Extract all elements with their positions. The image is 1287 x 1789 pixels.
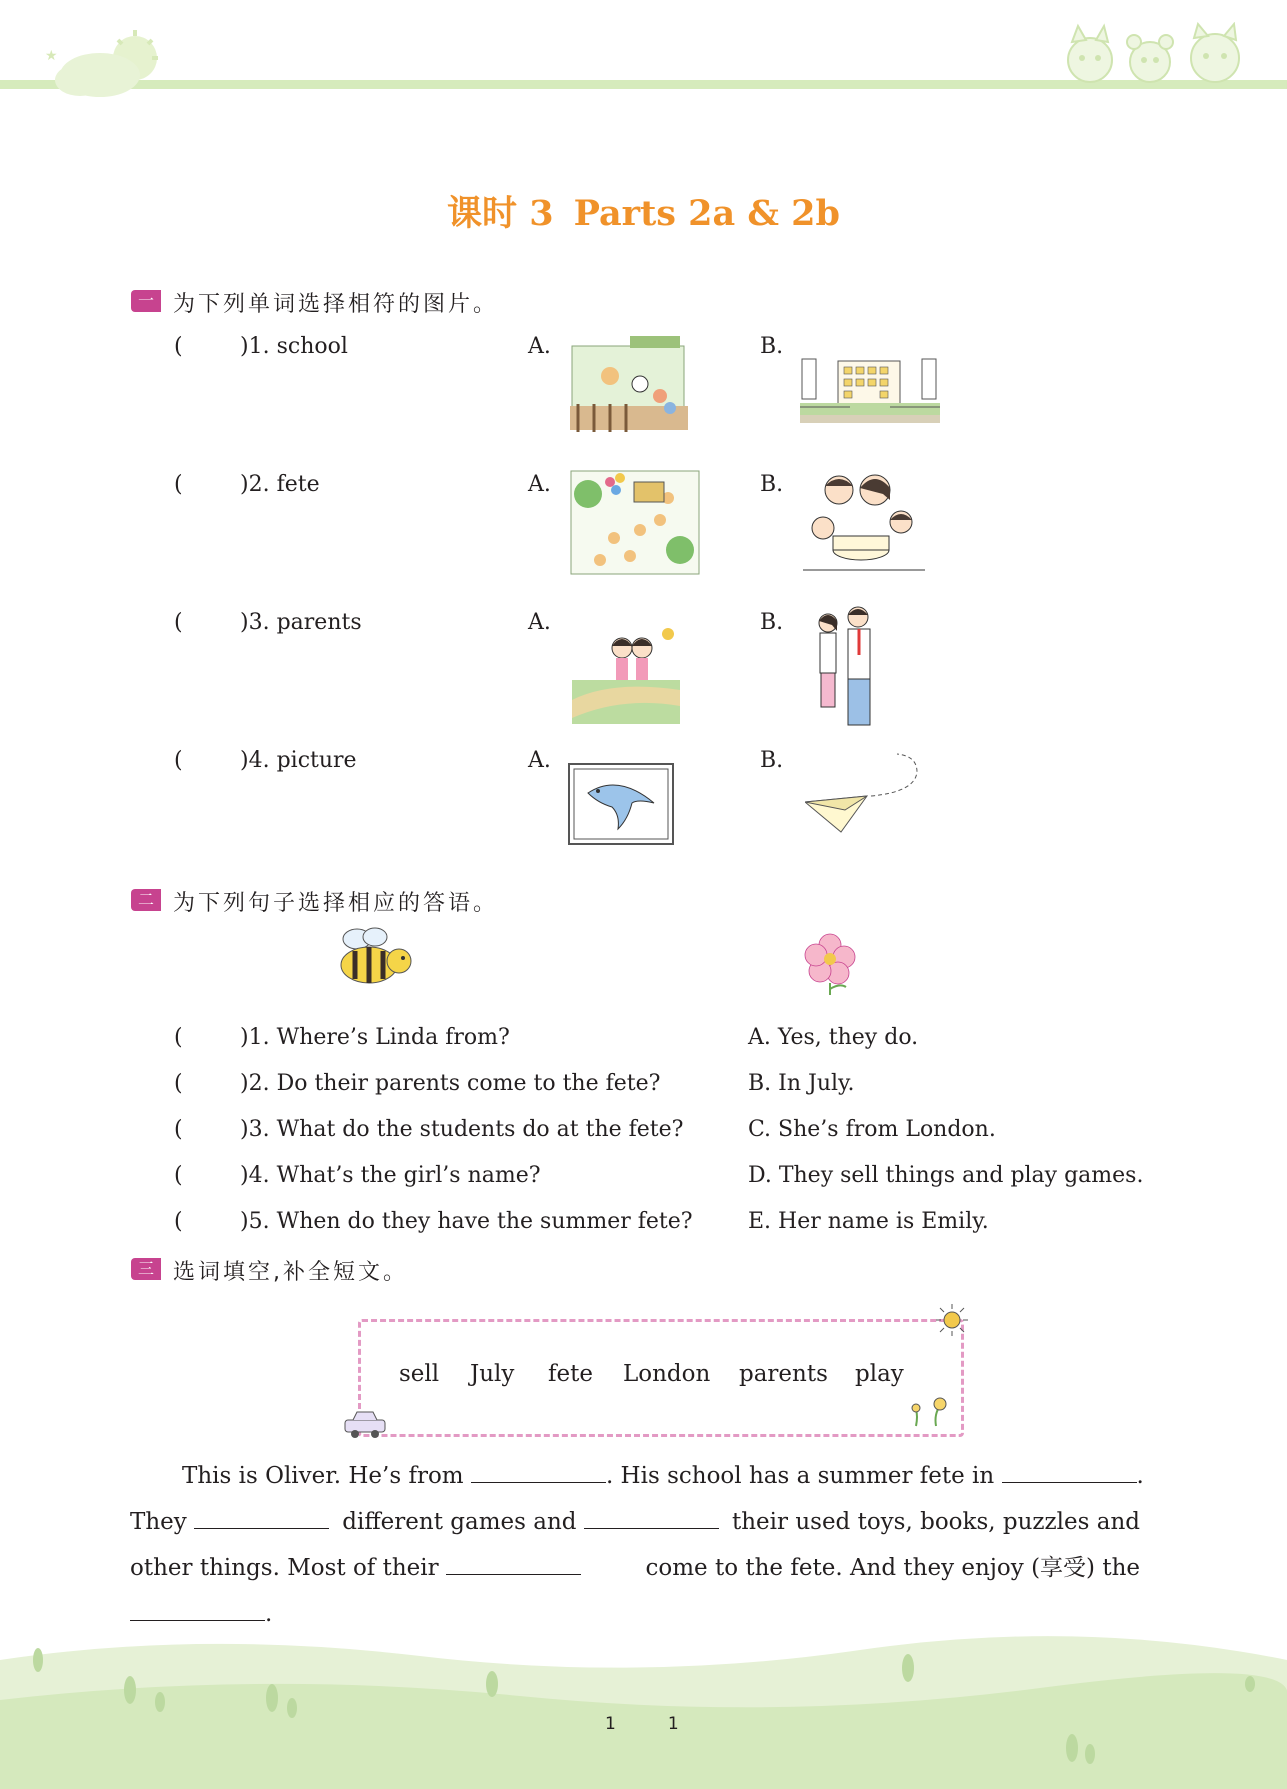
section-3-instruction: 选词填空,补全短文。 xyxy=(173,1260,408,1285)
passage-line-3: other things. Most of their come to the fete. And they enjoy (享受) the xyxy=(130,1545,1140,1591)
blank-1[interactable] xyxy=(471,1460,606,1483)
answer-bracket[interactable]: ( xyxy=(174,748,183,773)
school-picture[interactable] xyxy=(800,355,940,425)
section-1-badge: 一 xyxy=(131,290,161,312)
two-girls-picture[interactable] xyxy=(572,620,680,724)
flower-icon xyxy=(800,933,862,995)
fete-picture[interactable] xyxy=(570,470,700,575)
lesson-label: 课时 3 xyxy=(447,193,554,234)
zoo-picture[interactable] xyxy=(570,336,688,434)
blank-5[interactable] xyxy=(446,1552,581,1575)
question-2-word: )2. fete xyxy=(240,472,320,497)
option-a-label: A. xyxy=(528,610,551,635)
blank-4[interactable] xyxy=(584,1506,719,1529)
option-a-label: A. xyxy=(528,472,551,497)
word-play: play xyxy=(855,1361,904,1387)
svg-text:★: ★ xyxy=(45,48,58,64)
answer-bracket[interactable]: ( xyxy=(174,1071,183,1096)
flowers-icon xyxy=(908,1396,952,1430)
answer-d: D. They sell things and play games. xyxy=(748,1163,1144,1188)
sun-icon xyxy=(935,1303,969,1337)
option-b-label: B. xyxy=(760,472,784,497)
footer-hills-decoration xyxy=(0,1620,1287,1789)
question-4-word: )4. picture xyxy=(240,748,357,773)
blank-3[interactable] xyxy=(194,1506,329,1529)
question-3-word: )3. parents xyxy=(240,610,362,635)
page-title xyxy=(0,186,1287,236)
sun-cloud-decoration xyxy=(40,30,160,100)
parents-picture[interactable] xyxy=(810,605,892,735)
word-fete: fete xyxy=(548,1361,593,1387)
answer-bracket[interactable]: ( xyxy=(174,610,183,635)
car-icon xyxy=(343,1410,389,1440)
answer-c: C. She’s from London. xyxy=(748,1117,996,1142)
animal-faces-decoration xyxy=(1060,22,1250,84)
word-london: London xyxy=(623,1361,711,1387)
paper-plane-picture[interactable] xyxy=(805,752,925,838)
question-4: )4. What’s the girl’s name? xyxy=(240,1163,541,1188)
page-number: 11 xyxy=(605,1714,731,1734)
option-b-label: B. xyxy=(760,610,784,635)
question-2: )2. Do their parents come to the fete? xyxy=(240,1071,661,1096)
answer-bracket[interactable]: ( xyxy=(174,334,183,359)
bee-icon xyxy=(335,927,417,989)
word-sell: sell xyxy=(399,1361,440,1387)
answer-bracket[interactable]: ( xyxy=(174,1209,183,1234)
word-july: July xyxy=(470,1361,515,1387)
section-2-instruction: 为下列句子选择相应的答语。 xyxy=(173,891,499,916)
section-2-badge: 二 xyxy=(131,889,161,911)
answer-bracket[interactable]: ( xyxy=(174,472,183,497)
blank-2[interactable] xyxy=(1002,1460,1137,1483)
option-a-label: A. xyxy=(528,748,551,773)
section-3-badge: 三 xyxy=(131,1258,161,1280)
word-parents: parents xyxy=(739,1361,828,1387)
birthday-family-picture[interactable] xyxy=(803,470,925,578)
option-b-label: B. xyxy=(760,334,784,359)
answer-b: B. In July. xyxy=(748,1071,855,1096)
option-a-label: A. xyxy=(528,334,551,359)
blank-6[interactable] xyxy=(130,1598,265,1621)
passage-line-2: They different games and their used toys, books, puzzles and xyxy=(130,1499,1140,1545)
answer-bracket[interactable]: ( xyxy=(174,1163,183,1188)
answer-bracket[interactable]: ( xyxy=(174,1025,183,1050)
question-3: )3. What do the students do at the fete? xyxy=(240,1117,684,1142)
question-1-word: )1. school xyxy=(240,334,348,359)
passage-line-1: This is Oliver. He’s from . His school has a summer fete in . xyxy=(182,1453,1144,1499)
parts-label: Parts 2a & 2b xyxy=(573,193,840,234)
question-1: )1. Where’s Linda from? xyxy=(240,1025,510,1050)
dolphin-picture[interactable] xyxy=(568,763,674,845)
answer-bracket[interactable]: ( xyxy=(174,1117,183,1142)
answer-a: A. Yes, they do. xyxy=(748,1025,919,1050)
question-5: )5. When do they have the summer fete? xyxy=(240,1209,693,1234)
passage-line-4: . xyxy=(130,1591,272,1637)
answer-e: E. Her name is Emily. xyxy=(748,1209,989,1234)
section-1-instruction: 为下列单词选择相符的图片。 xyxy=(173,292,499,317)
option-b-label: B. xyxy=(760,748,784,773)
